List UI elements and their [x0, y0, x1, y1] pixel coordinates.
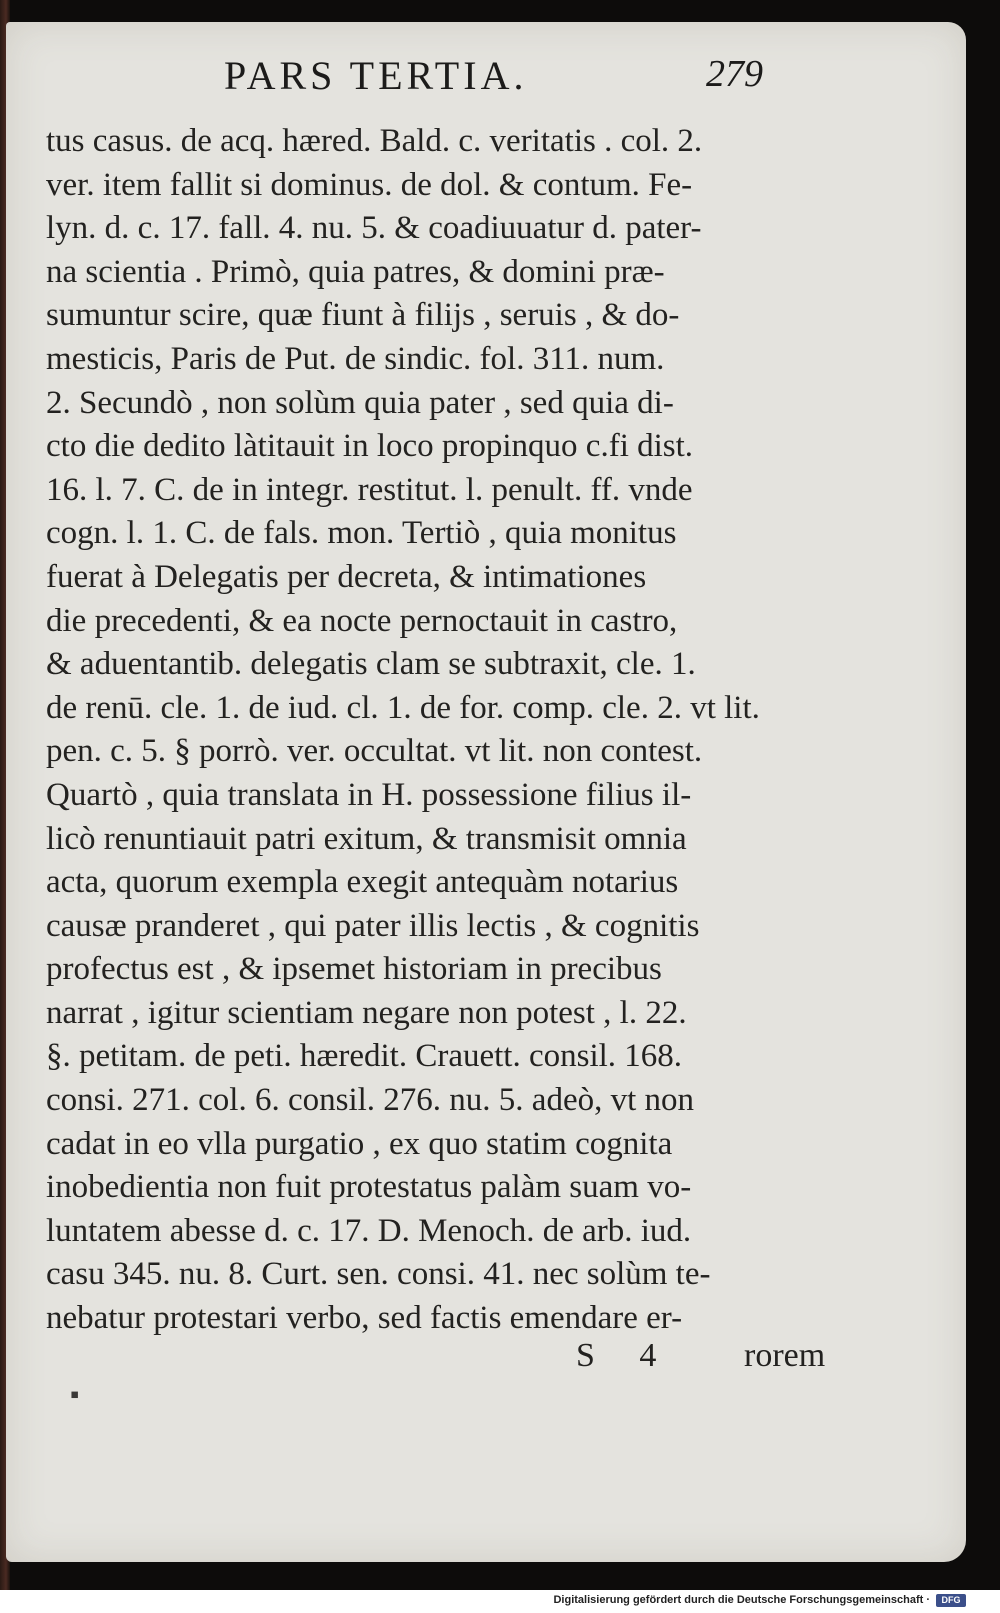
text-line: casu 345. nu. 8. Curt. sen. consi. 41. nec solùm te- — [46, 1256, 711, 1293]
text-line: §. petitam. de peti. hæredit. Crauett. consil. 168. — [46, 1038, 683, 1075]
text-line: Quartò , quia translata in H. possessione filius il- — [46, 776, 692, 813]
running-title: PARS TERTIA. — [224, 53, 528, 98]
margin-mark-icon: ▪ — [70, 1380, 80, 1409]
catch-line — [6, 1337, 966, 1381]
text-line: na scientia . Primò, quia patres, & domini præ- — [46, 253, 665, 290]
text-line: de renū. cle. 1. de iud. cl. 1. de for. comp. cle. 2. vt lit. — [46, 689, 760, 726]
body-text — [46, 120, 846, 1341]
text-line: acta, quorum exempla exegit antequàm notarius — [46, 864, 679, 901]
text-line: nebatur protestari verbo, sed factis emendare er- — [46, 1300, 683, 1337]
signature-mark: S 4 — [576, 1337, 675, 1374]
text-line: luntatem abesse d. c. 17. D. Menoch. de arb. iud. — [46, 1212, 692, 1249]
text-line: die precedenti, & ea nocte pernoctauit in castro, — [46, 602, 678, 639]
text-line: fuerat à Delegatis per decreta, & intimationes — [46, 558, 647, 595]
footer — [0, 1590, 1000, 1613]
text-line: cogn. l. 1. C. de fals. mon. Tertiò , quia monitus — [46, 515, 677, 552]
text-line: cadat in eo vlla purgatio , ex quo statim cognita — [46, 1125, 673, 1162]
text-line: & aduentantib. delegatis clam se subtraxit, cle. 1. — [46, 646, 696, 683]
text-line: narrat , igitur scientiam negare non potest , l. 22. — [46, 994, 687, 1031]
text-line: tus casus. de acq. hæred. Bald. c. veritatis . col. 2. — [46, 123, 703, 159]
text-line: lyn. d. c. 17. fall. 4. nu. 5. & coadiuuatur d. pater- — [46, 210, 702, 247]
text-line: 16. l. 7. C. de in integr. restitut. l. penult. ff. vnde — [46, 471, 693, 508]
page-number: 279 — [706, 53, 763, 95]
footer-credit: Digitalisierung gefördert durch die Deutsche Forschungsgemeinschaft · — [553, 1594, 930, 1606]
text-line: pen. c. 5. § porrò. ver. occultat. vt lit. non contest. — [46, 733, 703, 770]
dfg-logo: DFG — [936, 1594, 966, 1607]
book-page — [6, 22, 966, 1562]
text-line: cto die dedito làtitauit in loco propinquo c.fi dist. — [46, 428, 694, 465]
text-line: ver. item fallit si dominus. de dol. & contum. Fe- — [46, 166, 693, 203]
text-line: causæ pranderet , qui pater illis lectis , & cognitis — [46, 907, 700, 944]
text-line: profectus est , & ipsemet historiam in precibus — [46, 951, 662, 988]
catchword: rorem — [744, 1337, 826, 1374]
text-line: inobedientia non fuit protestatus palàm suam vo- — [46, 1169, 692, 1206]
page-header — [6, 52, 966, 108]
text-line: consi. 271. col. 6. consil. 276. nu. 5. adeò, vt non — [46, 1082, 695, 1119]
text-line: sumuntur scire, quæ fiunt à filijs , seruis , & do- — [46, 297, 680, 334]
text-line: licò renuntiauit patri exitum, & transmisit omnia — [46, 820, 687, 857]
text-line: mesticis, Paris de Put. de sindic. fol. 311. num. — [46, 340, 665, 377]
text-line: 2. Secundò , non solùm quia pater , sed quia di- — [46, 384, 674, 421]
